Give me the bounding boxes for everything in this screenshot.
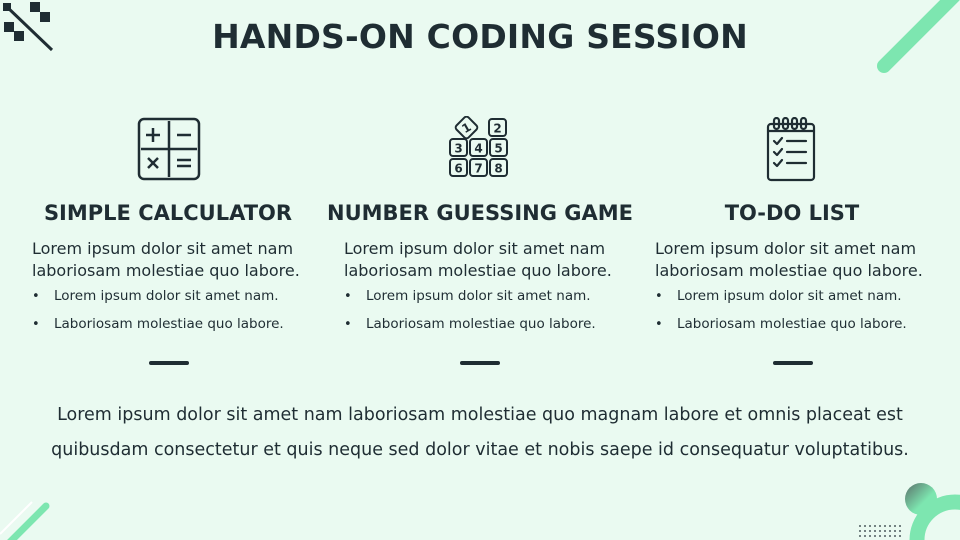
bullet-item: • Laboriosam molestiae quo labore. xyxy=(344,316,596,344)
feature-description: Lorem ipsum dolor sit amet nam laboriosam molestiae quo labore. xyxy=(344,239,612,280)
svg-text:4: 4 xyxy=(474,141,483,156)
divider-rule xyxy=(149,361,189,365)
calculator-icon xyxy=(137,117,203,183)
bullet-item: • Lorem ipsum dolor sit amet nam. xyxy=(655,288,907,316)
bullet-item: • Laboriosam molestiae quo labore. xyxy=(655,316,907,344)
feature-bullet-list xyxy=(344,288,596,344)
svg-text:7: 7 xyxy=(474,161,483,176)
bullet-item: • Laboriosam molestiae quo labore. xyxy=(32,316,284,344)
svg-text:8: 8 xyxy=(494,161,503,176)
svg-text:6: 6 xyxy=(454,161,463,176)
feature-heading: TO-DO LIST xyxy=(724,201,860,225)
checklist-icon xyxy=(758,117,824,183)
svg-text:2: 2 xyxy=(493,121,502,136)
feature-heading: SIMPLE CALCULATOR xyxy=(43,201,293,225)
feature-heading: NUMBER GUESSING GAME xyxy=(327,201,633,225)
divider-rule xyxy=(773,361,813,365)
divider-rule xyxy=(460,361,500,365)
number-dice-icon xyxy=(447,116,513,182)
svg-text:5: 5 xyxy=(494,141,503,156)
slide-title: HANDS-ON CODING SESSION xyxy=(212,17,748,56)
bullet-item: • Lorem ipsum dolor sit amet nam. xyxy=(344,288,596,316)
footer-paragraph: Lorem ipsum dolor sit amet nam laboriosam molestiae quo magnam labore et omnis placeat est quibusdam consectetur et quis neque sed dolor vitae et nobis saepe id consequatur voluptatibus. xyxy=(51,405,909,460)
feature-description: Lorem ipsum dolor sit amet nam laboriosam molestiae quo labore. xyxy=(655,239,923,280)
bottom-left-stripe-decoration xyxy=(0,490,60,540)
feature-description: Lorem ipsum dolor sit amet nam laboriosam molestiae quo labore. xyxy=(32,239,300,280)
bottom-right-circle-decoration xyxy=(855,478,960,540)
svg-text:1: 1 xyxy=(459,119,474,137)
svg-text:3: 3 xyxy=(454,141,463,156)
bullet-item: • Lorem ipsum dolor sit amet nam. xyxy=(32,288,284,316)
feature-bullet-list xyxy=(655,288,907,344)
feature-bullet-list xyxy=(32,288,284,344)
